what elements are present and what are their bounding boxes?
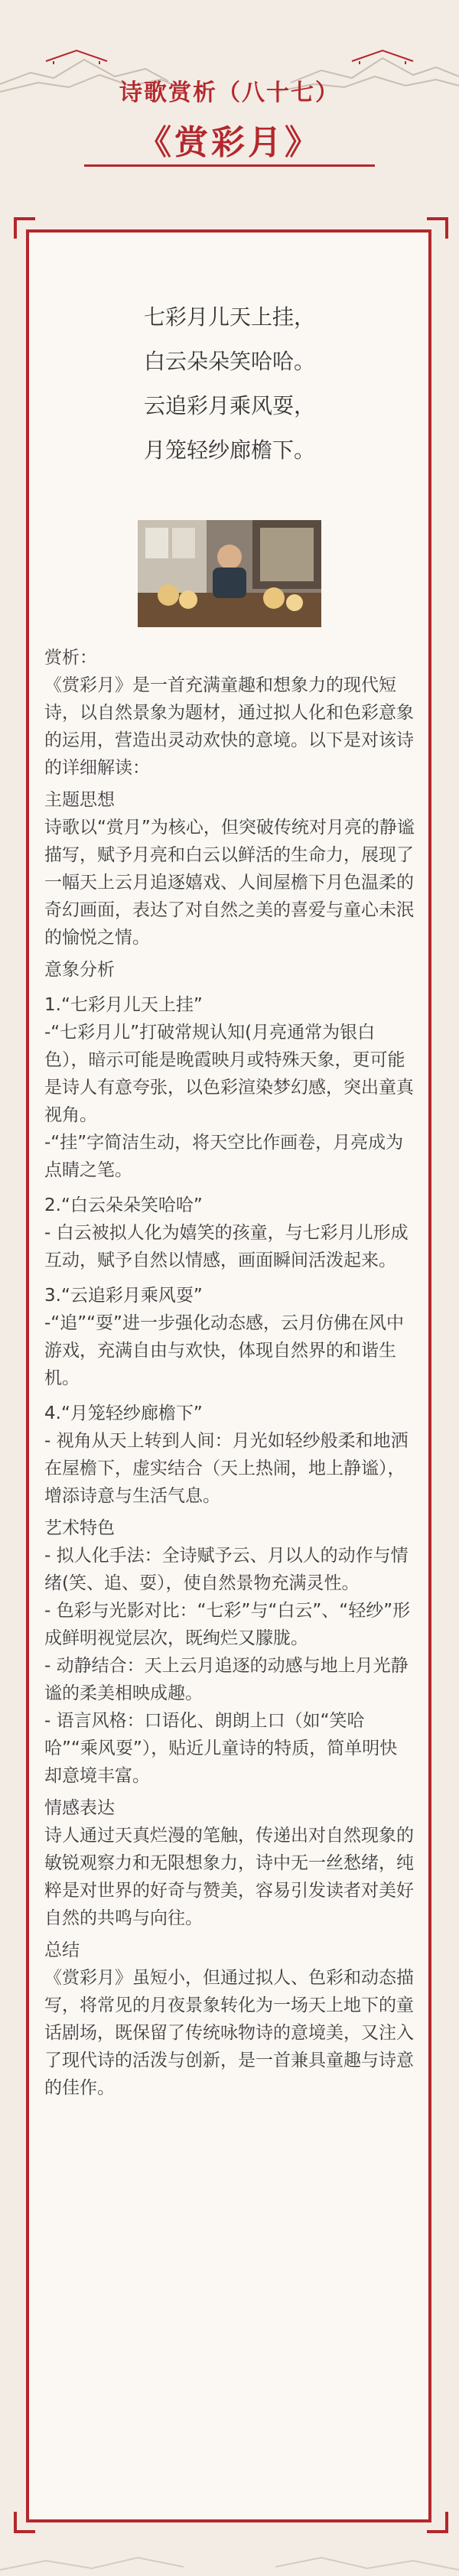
imagery-point: -“挂”字简洁生动，将天空比作画卷，月亮成为点睛之笔。 <box>44 1133 404 1180</box>
series-subtitle: 诗歌赏析（八十七） <box>119 80 340 106</box>
poem-line: 七彩月儿天上挂， <box>143 304 315 330</box>
art-heading: 艺术特色 <box>44 1518 115 1538</box>
theme-text: 诗歌以“赏月”为核心，但突破传统对月亮的静谧描写，赋予月亮和白云以鲜活的生命力，展现了一幅天上云月追逐嬉戏、人间屋檐下月色温柔的奇幻画面，表达了对自然之美的喜爱与童心未泯的愉悦之情。 <box>44 818 415 948</box>
poem-line: 白云朵朵笑哈哈。 <box>143 349 315 374</box>
summary-heading: 总结 <box>44 1940 80 1960</box>
theme-heading: 主题思想 <box>44 790 115 810</box>
photo-man-with-pumpkins-icon <box>138 520 321 627</box>
emotion-text: 诗人通过天真烂漫的笔触，传递出对自然现象的敏锐观察力和无限想象力，诗中无一丝愁绪，纯粹是对世界的好奇与赞美，容易引发读者对美好自然的共鸣与向往。 <box>44 1826 414 1928</box>
imagery-point: -“追”“耍”进一步强化动态感，云月仿佛在风中游戏，充满自由与欢快，体现自然界的和谐生机。 <box>44 1313 404 1388</box>
header-banner <box>0 0 459 229</box>
art-point: - 语言风格：口语化、朗朗上口（如“笑哈哈”“乘风耍”），贴近儿童诗的特质，简单明快却意境丰富。 <box>44 1711 398 1786</box>
art-point: - 动静结合：天上云月追逐的动感与地上月光静谧的柔美相映成趣。 <box>44 1656 409 1703</box>
frame-corner-bottom-right <box>427 2512 448 2533</box>
analysis-intro: 《赏彩月》是一首充满童趣和想象力的现代短诗，以自然景象为题材，通过拟人化和色彩意象的运用，营造出灵动欢快的意境。以下是对该诗的详细解读： <box>44 675 414 778</box>
analysis-label: 赏析： <box>44 648 97 668</box>
poem-line: 云追彩月乘风耍， <box>143 393 315 418</box>
frame-corner-bottom-left <box>14 2512 35 2533</box>
imagery-item-title: 2.“白云朵朵笑哈哈” <box>44 1195 203 1215</box>
poem <box>0 306 459 483</box>
title-underline <box>84 164 375 167</box>
imagery-item-title: 3.“云追彩月乘风耍” <box>44 1286 203 1306</box>
imagery-item-title: 1.“七彩月儿天上挂” <box>44 995 203 1015</box>
page-title: 《赏彩月》 <box>138 123 321 162</box>
footer-decoration-icon <box>0 2547 459 2576</box>
poem-line: 月笼轻纱廊檐下。 <box>143 437 315 463</box>
imagery-point: -“七彩月儿”打破常规认知(月亮通常为银白色），暗示可能是晚霞映月或特殊天象，更可能是诗人有意夸张，以色彩渲染梦幻感，突出童真视角。 <box>44 1023 414 1125</box>
frame-corner-top-left <box>14 217 35 239</box>
art-point: - 拟人化手法：全诗赋予云、月以人的动作与情绪(笑、追、耍），使自然景物充满灵性。 <box>44 1546 409 1593</box>
frame-corner-top-right <box>427 217 448 239</box>
analysis-section <box>44 644 415 2102</box>
emotion-heading: 情感表达 <box>44 1798 115 1818</box>
imagery-heading: 意象分析 <box>44 960 115 980</box>
summary-text: 《赏彩月》虽短小，但通过拟人、色彩和动态描写，将常见的月夜景象转化为一场天上地下的童话剧场，既保留了传统咏物诗的意境美，又注入了现代诗的活泼与创新，是一首兼具童趣与诗意的佳作。 <box>44 1968 414 2098</box>
imagery-point: - 视角从天上转到人间：月光如轻纱般柔和地洒在屋檐下，虚实结合（天上热闹，地上静谧），增添诗意与生活气息。 <box>44 1431 409 1506</box>
imagery-point: - 白云被拟人化为嬉笑的孩童，与七彩月儿形成互动，赋予自然以情感，画面瞬间活泼起来。 <box>44 1223 409 1270</box>
imagery-item-title: 4.“月笼轻纱廊檐下” <box>44 1403 203 1423</box>
art-point: - 色彩与光影对比：“七彩”与“白云”、“轻纱”形成鲜明视觉层次，既绚烂又朦胧。 <box>44 1601 411 1648</box>
